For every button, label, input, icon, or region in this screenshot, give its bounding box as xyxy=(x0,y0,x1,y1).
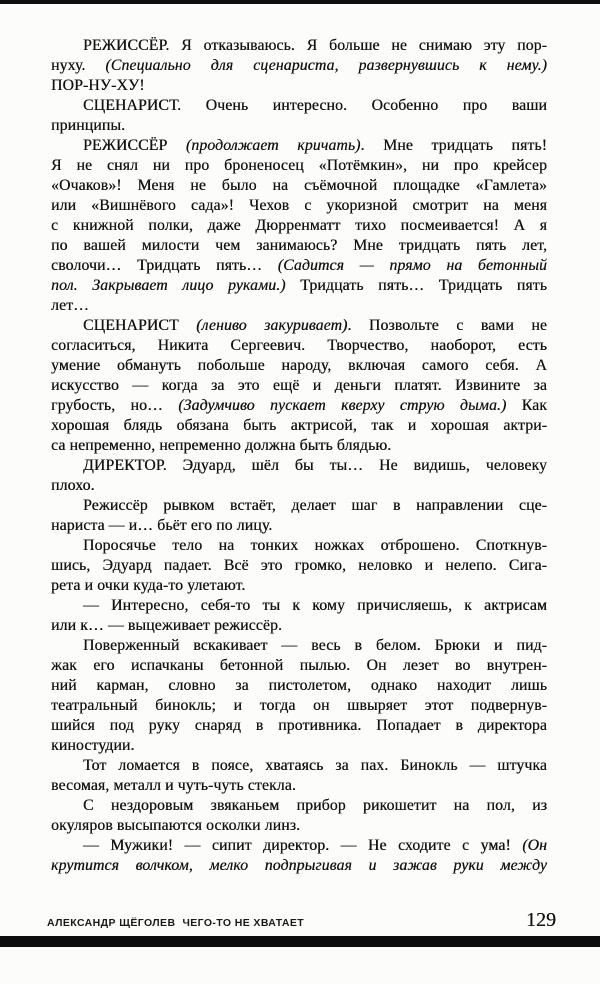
text-line xyxy=(51,676,547,696)
text-line xyxy=(51,616,547,636)
dialogue-text: Тот ломается в поясе, хватаясь за пах. Бинокль — штучка xyxy=(83,757,547,774)
dialogue-text: искусство — когда за это ещё и деньги платят. Извините за xyxy=(51,377,547,394)
text-line xyxy=(51,196,547,216)
text-line xyxy=(51,76,547,96)
text-line xyxy=(51,836,547,856)
scan-top-edge xyxy=(0,0,600,4)
footer xyxy=(47,917,553,935)
dialogue-text: РЕЖИССЁР xyxy=(83,137,186,154)
text-line xyxy=(51,316,547,336)
dialogue-text: СЦЕНАРИСТ. Очень интересно. Особенно про ваши xyxy=(83,97,547,114)
text-line xyxy=(51,396,547,416)
dialogue-text: рета и очки куда-то улетают. xyxy=(51,577,246,594)
text-line xyxy=(51,756,547,776)
dialogue-text: РЕЖИССЁР. Я отказываюсь. Я больше не снимаю эту пор- xyxy=(83,37,547,54)
text-line xyxy=(51,736,547,756)
dialogue-text: Я не снял ни про броненосец «Потёмкин», ни про крейсер xyxy=(51,157,547,174)
text-line xyxy=(51,856,547,876)
text-line xyxy=(51,96,547,116)
footer-author: АЛЕКСАНДР ЩЁГОЛЕВ xyxy=(47,917,176,929)
text-line xyxy=(51,476,547,496)
dialogue-text: ний карман, словно за пистолетом, однако находит лишь xyxy=(51,677,547,694)
text-line xyxy=(51,556,547,576)
dialogue-text: нариста — и… бьёт его по лицу. xyxy=(51,517,273,534)
text-line xyxy=(51,376,547,396)
scan-bottom-edge xyxy=(0,936,600,947)
stage-direction-text: (лениво закуривает) xyxy=(196,317,348,334)
dialogue-text: . Мне тридцать пять! xyxy=(360,137,548,154)
dialogue-text: Поверженный вскакивает — весь в белом. Брюки и пид- xyxy=(83,637,547,654)
stage-direction-text: (Он xyxy=(522,837,547,854)
dialogue-text: нуху. xyxy=(51,57,106,74)
dialogue-text: Поросячье тело на тонких ножках отброшено. Споткнув- xyxy=(83,537,547,554)
text-line xyxy=(51,816,547,836)
text-line xyxy=(51,216,547,236)
dialogue-text: по вашей милости чем занимаюсь? Мне тридцать пять лет, xyxy=(51,237,547,254)
dialogue-text: «Очаков»! Меня не было на съёмочной площадке «Гамлета» xyxy=(51,177,547,194)
dialogue-text: шись, Эдуард падает. Всё это громко, неловко и нелепо. Сига- xyxy=(51,557,547,574)
text-line xyxy=(51,296,547,316)
text-line xyxy=(51,256,547,276)
dialogue-text: хорошая блядь обязана быть актрисой, так и хорошая актри- xyxy=(51,417,547,434)
stage-direction-text: (Садится — прямо на бетонный xyxy=(277,257,547,274)
text-line xyxy=(51,536,547,556)
dialogue-text: са непременно, непременно должна быть блядью. xyxy=(51,437,392,454)
text-line xyxy=(51,576,547,596)
footer-book-title: ЧЕГО-ТО НЕ ХВАТАЕТ xyxy=(182,917,305,929)
dialogue-text: лет… xyxy=(51,297,89,314)
text-line xyxy=(51,516,547,536)
text-line xyxy=(51,236,547,256)
dialogue-text: Как xyxy=(506,397,547,414)
stage-direction-text: (Задумчиво пускает кверху струю дыма.) xyxy=(178,397,507,414)
dialogue-text: ДИРЕКТОР. Эдуард, шёл бы ты… Не видишь, человеку xyxy=(83,457,547,474)
dialogue-text: СЦЕНАРИСТ xyxy=(83,317,197,334)
stage-direction-text: пол. Закрывает лицо руками.) xyxy=(51,277,286,294)
text-line xyxy=(51,696,547,716)
dialogue-text: театральный бинокль; и тогда он швыряет этот подвернув- xyxy=(51,697,547,714)
dialogue-text: жак его испачканы бетонной пылью. Он лезет во внутрен- xyxy=(51,657,547,674)
text-line xyxy=(51,656,547,676)
text-line xyxy=(51,796,547,816)
text-line xyxy=(51,336,547,356)
page-number: 129 xyxy=(526,909,556,931)
stage-direction-text: крутится волчком, мелко подпрыгивая и зажав руки между xyxy=(51,857,547,874)
dialogue-text: . Позвольте с вами не xyxy=(347,317,547,334)
dialogue-text: С нездоровым звяканьем прибор рикошетит на пол, из xyxy=(83,797,547,814)
text-line xyxy=(51,136,547,156)
dialogue-text: с книжной полки, даже Дюрренматт тихо посмеивается! А я xyxy=(51,217,547,234)
text-line xyxy=(51,156,547,176)
dialogue-text: умение обмануть побольше народу, включая самого себя. А xyxy=(51,357,547,374)
text-line xyxy=(51,776,547,796)
dialogue-text: согласиться, Никита Сергеевич. Творчество, наоборот, есть xyxy=(51,337,547,354)
body-text xyxy=(51,36,547,876)
text-line xyxy=(51,456,547,476)
dialogue-text: Тридцать пять… Тридцать пять xyxy=(285,277,548,294)
dialogue-text: — Интересно, себя-то ты к кому причисляешь, к актрисам xyxy=(83,597,547,614)
dialogue-text: принципы. xyxy=(51,117,126,134)
text-line xyxy=(51,436,547,456)
dialogue-text: — Мужики! — сипит директор. — Не сходите с ума! xyxy=(83,837,523,854)
stage-direction-text: (продолжает кричать) xyxy=(185,137,361,154)
dialogue-text: ПОР-НУ-ХУ! xyxy=(51,77,145,94)
text-line xyxy=(51,176,547,196)
dialogue-text: шийся под руку снаряд в противника. Попадает в директора xyxy=(51,717,547,734)
dialogue-text: плохо. xyxy=(51,477,95,494)
dialogue-text: или «Вишнёвого сада»! Чехов с укоризной смотрит на меня xyxy=(51,197,547,214)
dialogue-text: окуляров высыпаются осколки линз. xyxy=(51,817,301,834)
text-line xyxy=(51,416,547,436)
text-line xyxy=(51,636,547,656)
dialogue-text: весомая, металл и чуть-чуть стекла. xyxy=(51,777,296,794)
text-line xyxy=(51,56,547,76)
text-line xyxy=(51,716,547,736)
text-line xyxy=(51,356,547,376)
text-line xyxy=(51,276,547,296)
text-line xyxy=(51,116,547,136)
text-line xyxy=(51,596,547,616)
dialogue-text: киностудии. xyxy=(51,737,135,754)
stage-direction-text: (Специально для сценариста, развернувшись к нему.) xyxy=(105,57,547,74)
text-line xyxy=(51,496,547,516)
dialogue-text: Режиссёр рывком встаёт, делает шаг в направлении сце- xyxy=(83,497,547,514)
dialogue-text: грубость, но… xyxy=(51,397,179,414)
text-line xyxy=(51,36,547,56)
dialogue-text: или к… — выцеживает режиссёр. xyxy=(51,617,282,634)
dialogue-text: сволочи… Тридцать пять… xyxy=(51,257,278,274)
